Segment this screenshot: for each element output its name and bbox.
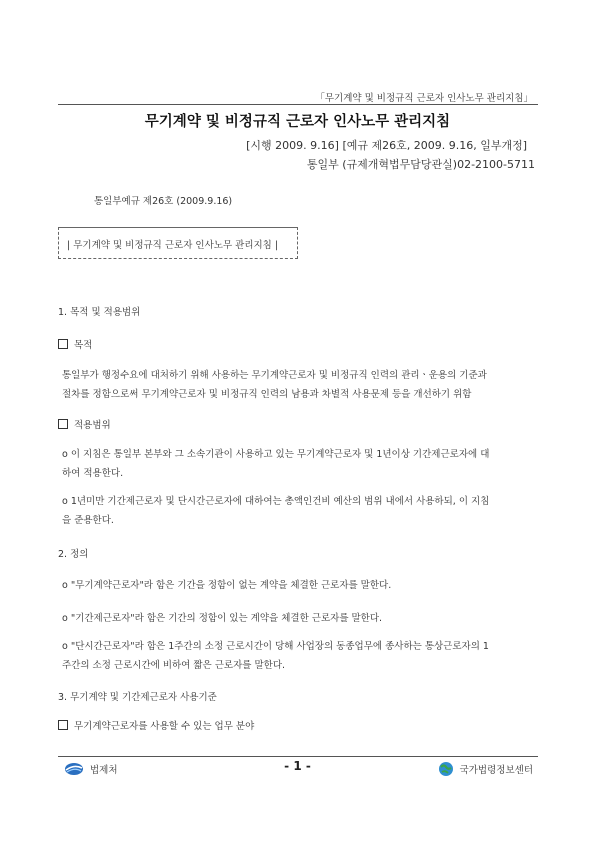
footer-divider: [58, 756, 538, 757]
scope-heading: 적용범위: [74, 420, 111, 431]
running-title: 「무기계약 및 비정규직 근로자 인사노무 관리지침」: [315, 93, 533, 104]
ministry-contact: 통일부 (규제개혁법무담당관실)02-2100-5711: [306, 158, 535, 171]
document-title: 무기계약 및 비정규직 근로자 인사노무 관리지침: [144, 114, 451, 130]
purpose-line-1: 통일부가 행정수요에 대처하기 위해 사용하는 무기계약근로자 및 비정규직 인력의 관리ㆍ운용의 기준과: [62, 370, 487, 381]
checkbox-square-icon: [58, 720, 68, 730]
definition-1: o "무기계약근로자"라 함은 기간을 정함이 없는 계약을 체결한 근로자를 말한다.: [62, 580, 392, 591]
scope-paragraph-2: [62, 492, 542, 530]
header-divider: [58, 104, 538, 105]
checkbox-square-icon: [58, 339, 68, 349]
definition-3-line-2: 주간의 소정 근로시간에 비하여 짧은 근로자를 말한다.: [62, 660, 286, 671]
footer-left-label: 법제처: [90, 765, 118, 776]
footer-right: [438, 761, 533, 777]
page-number: - 1 -: [284, 759, 311, 773]
purpose-paragraph: [62, 366, 542, 404]
scope-p2-line-1: o 1년미만 기간제근로자 및 단시간근로자에 대하여는 총액인건비 예산의 범위 내에서 사용하되, 이 지침: [62, 496, 490, 507]
doc-number: 통일부예규 제26호 (2009.9.16): [94, 196, 233, 207]
section-1-heading: 1. 목적 및 적용범위: [58, 307, 141, 318]
purpose-line-2: 절차를 정함으로써 무기계약근로자 및 비정규직 인력의 남용과 차별적 사용문제 등을 개선하기 위함: [62, 389, 472, 400]
globe-icon: [438, 761, 454, 777]
enforcement-info: [시행 2009. 9.16] [예규 제26호, 2009. 9.16, 일부개정]: [246, 139, 527, 152]
scope-p2-line-2: 을 준용한다.: [62, 515, 114, 526]
section-2-heading: 2. 정의: [58, 549, 89, 560]
purpose-heading: 목적: [74, 340, 93, 351]
scope-p1-line-2: 하여 적용한다.: [62, 468, 124, 479]
boxed-title: | 무기계약 및 비정규직 근로자 인사노무 관리지침 |: [67, 240, 279, 251]
footer-right-label: 국가법령정보센터: [459, 765, 533, 776]
section-3-sub-heading: 무기계약근로자를 사용할 수 있는 업무 분야: [74, 721, 255, 732]
section-3-heading: 3. 무기계약 및 기간제근로자 사용기준: [58, 692, 217, 703]
definition-3-line-1: o "단시간근로자"라 함은 1주간의 소정 근로시간이 당해 사업장의 동종업무에 종사하는 통상근로자의 1: [62, 641, 489, 652]
section-3-sub-row: [58, 718, 254, 732]
scope-paragraph-1: [62, 445, 542, 483]
definition-2: o "기간제근로자"라 함은 기간의 정함이 있는 계약을 체결한 근로자를 말한다.: [62, 613, 383, 624]
boxed-title-frame: [58, 227, 298, 259]
checkbox-square-icon: [58, 419, 68, 429]
purpose-heading-row: [58, 337, 92, 351]
scope-heading-row: [58, 417, 111, 431]
definition-3: [62, 637, 542, 675]
scope-p1-line-1: o 이 지침은 통일부 본부와 그 소속기관이 사용하고 있는 무기계약근로자 및 1년이상 기간제근로자에 대: [62, 449, 490, 460]
